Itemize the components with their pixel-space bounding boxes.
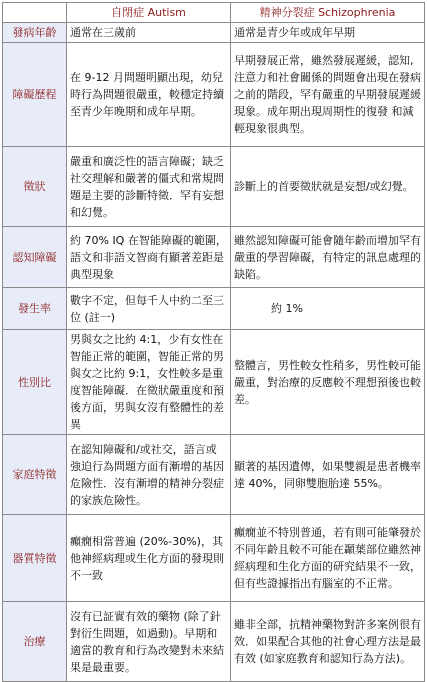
autism-cell: 沒有已証實有效的藥物 (除了針對衍生問題，如過動)。早期和適當的教育和行為改變對未來結果是最重要。 — [67, 602, 231, 682]
autism-cell: 在認知障礙和/或社交，語言或強迫行為問題方面有漸增的基因危險性．沒有漸增的精神分裂症的家族危險性。 — [67, 435, 231, 515]
autism-cell: 通常在三歲前 — [67, 23, 231, 43]
schizophrenia-cell: 癲癇並不特別普通，若有則可能肇發於不同年齡且較不可能在顳葉部位雖然神經病理和生化方面的研究結果不一致，但有些證據指出有腦室的不正常。 — [231, 515, 425, 602]
header-schizophrenia: 精神分裂症 Schizophrenia — [231, 3, 425, 23]
autism-cell: 嚴重和廣泛性的語言障礙；缺乏社交理解和嚴著的僵式和常規問題是主要的診斷特徵．罕有妄想和幻覺。 — [67, 147, 231, 227]
table-row — [3, 147, 425, 227]
schizophrenia-cell: 約 1% — [231, 288, 425, 330]
autism-cell: 男與女之比約 4:1，少有女性在智能正常的範圍，智能正常的男與女之比約 9:1，女性較多是重度智能障礙．在徵狀嚴重度和預後方面，男與女沒有整體性的差異 — [67, 330, 231, 435]
schizophrenia-cell: 顯著的基因遺傳，如果雙親是患者機率達 40%，同卵雙胞胎達 55%。 — [231, 435, 425, 515]
row-label: 發病年齡 — [3, 23, 67, 43]
table-row — [3, 515, 425, 602]
schizophrenia-cell: 早期發展正常，雖然發展遲緩，認知,注意力和社會關係的問題會出現在發病之前的階段，罕有嚴重的早期發展遲緩現象。成年期出現周期性的復發 和減輕現象很典型。 — [231, 43, 425, 147]
row-label: 治療 — [3, 602, 67, 682]
row-label: 徵狀 — [3, 147, 67, 227]
header-row — [3, 3, 425, 23]
schizophrenia-cell: 雖非全部，抗精神藥物對許多案例很有效．如果配合其他的社會心理方法是最有效 (如家庭教育和認知行為方法)。 — [231, 602, 425, 682]
table-row — [3, 288, 425, 330]
table-row — [3, 43, 425, 147]
schizophrenia-cell: 雖然認知障礙可能會隨年齡而增加罕有嚴重的學習障礙，有特定的訊息處理的缺陷。 — [231, 227, 425, 288]
schizophrenia-cell: 診斷上的首要徵狀就是妄想/或幻覺。 — [231, 147, 425, 227]
table-row — [3, 435, 425, 515]
schizophrenia-cell: 整體言，男性較女性稍多，男性較可能嚴重，對治療的反應較不理想預後也較差。 — [231, 330, 425, 435]
table-row — [3, 227, 425, 288]
header-corner — [3, 3, 67, 23]
table-row — [3, 23, 425, 43]
row-label: 發生率 — [3, 288, 67, 330]
autism-cell: 癲癇相當普遍 (20%-30%)，其他神經病理或生化方面的發現則不一致 — [67, 515, 231, 602]
header-autism: 自閉症 Autism — [67, 3, 231, 23]
row-label: 性別比 — [3, 330, 67, 435]
table-row — [3, 602, 425, 682]
row-label: 認知障礙 — [3, 227, 67, 288]
autism-cell: 在 9-12 月問題明顯出現，幼兒時行為問題很嚴重，較穩定持續至青少年晚期和成年早期。 — [67, 43, 231, 147]
row-label: 家庭特徵 — [3, 435, 67, 515]
row-label: 障礙歷程 — [3, 43, 67, 147]
comparison-table — [2, 2, 425, 682]
table-row — [3, 330, 425, 435]
schizophrenia-cell: 通常是青少年或成年早期 — [231, 23, 425, 43]
autism-cell: 數字不定，但每千人中約二至三位 (註一) — [67, 288, 231, 330]
row-label: 器質特徵 — [3, 515, 67, 602]
autism-cell: 約 70% IQ 在智能障礙的範圍，語文和非語文智商有顯著差距是典型現象 — [67, 227, 231, 288]
